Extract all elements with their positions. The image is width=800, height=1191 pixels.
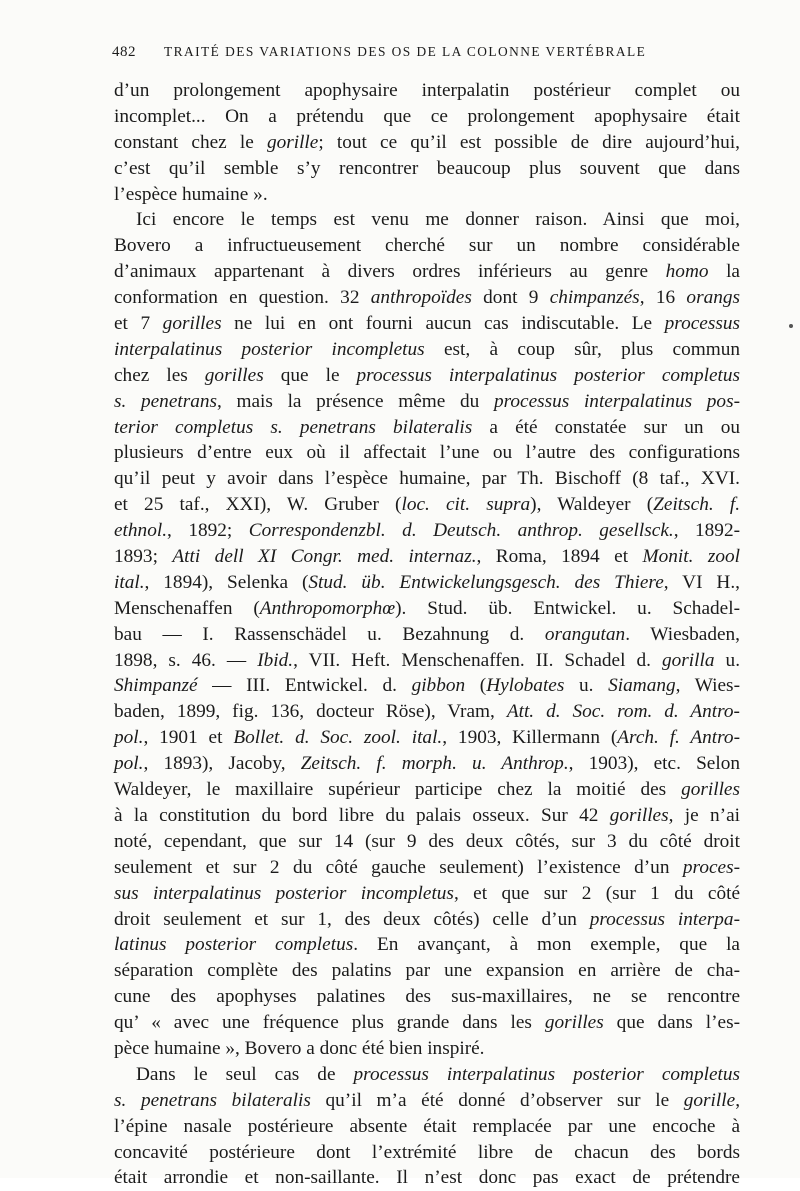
- text-line: Menschenaffen (Anthropomorphœ). Stud. üb. Entwickel. u. Schadel-: [114, 597, 740, 619]
- running-title: TRAITÉ DES VARIATIONS DES OS DE LA COLONNE VERTÉBRALE: [164, 44, 647, 59]
- text-line: et 25 taf., XXI), W. Gruber (loc. cit. supra), Waldeyer (Zeitsch. f.: [114, 494, 741, 516]
- text-line: l’espèce humaine ».: [114, 183, 268, 205]
- text-line: chez les gorilles que le processus interpalatinus posterior completus: [114, 364, 741, 386]
- text-line: pèce humaine », Bovero a donc été bien inspiré.: [114, 1037, 485, 1059]
- text-line: Shimpanzé — III. Entwickel. d. gibbon (Hylobates u. Siamang, Wies-: [114, 675, 740, 697]
- text-line: interpalatinus posterior incompletus est, à coup sûr, plus commun: [114, 338, 740, 360]
- text-line: incomplet... On a prétendu que ce prolongement apophysaire était: [114, 105, 740, 127]
- running-header: [112, 44, 738, 70]
- text-line: d’animaux appartenant à divers ordres inférieurs au genre homo la: [114, 261, 740, 283]
- text-line: cune des apophyses palatines des sus-maxillaires, ne se rencontre: [114, 986, 740, 1008]
- text-line: droit seulement et sur 1, des deux côtés) celle d’un processus interpa-: [114, 908, 740, 930]
- text-line: à la constitution du bord libre du palais osseux. Sur 42 gorilles, je n’ai: [114, 804, 740, 826]
- text-line: seulement et sur 2 du côté gauche seulement) l’existence d’un proces-: [114, 856, 740, 878]
- text-line: pol., 1901 et Bollet. d. Soc. zool. ital., 1903, Killermann (Arch. f. Antro-: [114, 727, 740, 749]
- text-line: pol., 1893), Jacoby, Zeitsch. f. morph. u. Anthrop., 1903), etc. Selon: [114, 753, 740, 775]
- text-line: concavité postérieure dont l’extrémité libre de chacun des bords: [114, 1141, 740, 1163]
- text-line: latinus posterior completus. En avançant, à mon exemple, que la: [114, 934, 740, 956]
- text-line: c’est qu’il semble s’y rencontrer beaucoup plus souvent que dans: [114, 157, 740, 179]
- body-text: [114, 78, 740, 1191]
- text-line: s. penetrans, mais la présence même du processus interpalatinus pos-: [114, 390, 740, 412]
- text-line: conformation en question. 32 anthropoïdes dont 9 chimpanzés, 16 orangs: [114, 287, 740, 309]
- text-line: Ici encore le temps est venu me donner raison. Ainsi que moi,: [136, 209, 740, 231]
- text-line: qu’il peut y avoir dans l’espèce humaine, par Th. Bischoff (8 taf., XVI.: [114, 468, 740, 490]
- text-line: et 7 gorilles ne lui en ont fourni aucun cas indiscutable. Le processus: [114, 313, 740, 335]
- text-line: ethnol., 1892; Correspondenzbl. d. Deutsch. anthrop. gesellsck., 1892-: [114, 520, 740, 542]
- text-line: qu’ « avec une fréquence plus grande dans les gorilles que dans l’es-: [114, 1012, 740, 1034]
- text-line: 1893; Atti dell XI Congr. med. internaz., Roma, 1894 et Monit. zool: [114, 546, 740, 568]
- text-line: bau — I. Rassenschädel u. Bezahnung d. orangutan. Wiesbaden,: [114, 623, 741, 645]
- text-line: séparation complète des palatins par une expansion en arrière de cha-: [114, 960, 740, 982]
- text-line: d’un prolongement apophysaire interpalatin postérieur complet ou: [114, 80, 740, 101]
- text-line: plusieurs d’entre eux où il affectait l’une ou l’autre des configurations: [114, 442, 740, 464]
- page-number: 482: [112, 44, 136, 60]
- text-line: Dans le seul cas de processus interpalatinus posterior completus: [136, 1063, 741, 1085]
- text-line: constant chez le gorille; tout ce qu’il est possible de dire aujourd’hui,: [114, 131, 740, 153]
- text-line: s. penetrans bilateralis qu’il m’a été donné d’observer sur le gorille,: [114, 1089, 741, 1111]
- text-line: l’épine nasale postérieure absente était remplacée par une encoche à: [114, 1115, 740, 1137]
- text-line: baden, 1899, fig. 136, docteur Röse), Vram, Att. d. Soc. rom. d. Antro-: [114, 701, 740, 723]
- text-line: noté, cependant, que sur 14 (sur 9 des deux côtés, sur 3 du côté droit: [114, 830, 740, 852]
- text-line: Bovero a infructueusement cherché sur un nombre considérable: [114, 235, 740, 257]
- text-line: Waldeyer, le maxillaire supérieur participe chez la moitié des gorilles: [114, 779, 740, 801]
- margin-speck: [789, 324, 793, 328]
- text-line: sus interpalatinus posterior incompletus, et que sur 2 (sur 1 du côté: [114, 882, 740, 904]
- text-line: 1898, s. 46. — Ibid., VII. Heft. Menschenaffen. II. Schadel d. gorilla u.: [114, 649, 741, 671]
- text-line: ital., 1894), Selenka (Stud. üb. Entwickelungsgesch. des Thiere, VI H.,: [114, 571, 740, 593]
- text-line: terior completus s. penetrans bilateralis a été constatée sur un ou: [114, 416, 740, 438]
- text-line: était arrondie et non-saillante. Il n’est donc pas exact de prétendre: [114, 1167, 740, 1189]
